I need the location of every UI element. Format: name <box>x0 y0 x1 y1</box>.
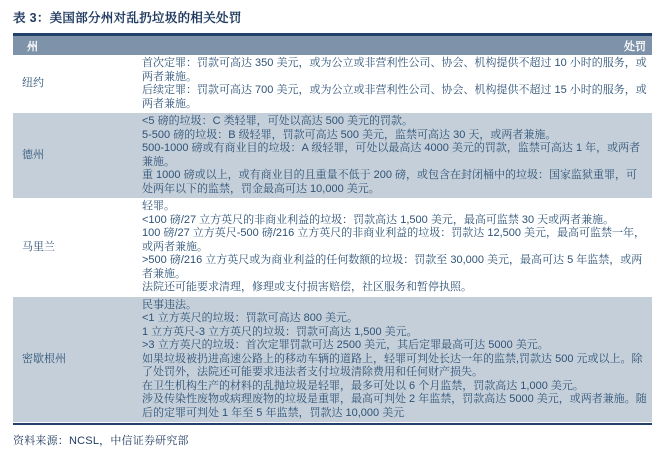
table-header <box>13 36 652 55</box>
penalty-line: <1 立方英尺的垃圾：罚款可高达 800 美元。 <box>142 312 359 324</box>
table-body <box>13 55 652 422</box>
column-header-state: 州 <box>13 36 142 55</box>
penalty-line: 后续定罪：罚款可高达 700 美元，或为公立或非营利性公司、协会、机构提供不超过 15 小时的服务，或两者兼施。 <box>142 84 647 110</box>
table-row <box>13 113 652 198</box>
penalty-line: <5 磅的垃圾：C 类轻罪，可处以高达 500 美元的罚款。 <box>142 115 414 127</box>
penalty-line: 涉及传染性废物或病理废物的垃圾是重罪，最高可判处 2 年监禁，罚款高达 5000 美元，或两者兼施。随后的定罪可判处 1 年至 5 年监禁，罚款达 10,000 美元 <box>142 393 647 419</box>
penalty-line: 民事违法。 <box>142 298 197 311</box>
penalty-line: >500 磅/216 立方英尺或为商业利益的任何数额的垃圾：罚款至 30,000 美元，最高可达 5 年监禁，或两者兼施。 <box>142 254 643 280</box>
penalty-table <box>13 36 652 422</box>
penalty-line: >3 立方英尺的垃圾：首次定罪罚款可达 2500 美元，其后定罪最高可达 5000 美元。 <box>142 339 549 351</box>
penalty-line: 5-500 磅的垃圾：B 级轻罪，罚款可高达 500 美元，监禁可高达 30 天，或两者兼施。 <box>142 128 557 141</box>
penalty-line: 100 磅/27 立方英尺-500 磅/216 立方英尺的非商业利益的垃圾：罚款达 12,500 美元，最高可监禁一年，或两者兼施。 <box>142 227 646 253</box>
penalty-cell <box>142 113 652 198</box>
table-row <box>13 55 652 113</box>
table-title: 表 3：美国部分州对乱扔垃圾的相关处罚 <box>13 11 242 25</box>
state-name: 德州 <box>13 113 142 198</box>
penalty-line: 重 1000 磅或以上，或有商业目的且重量不低于 200 磅，或包含在封闭桶中的垃圾：国家监狱重罪，可处两年以下的监禁，罚金最高可达 10,000 美元。 <box>142 169 638 195</box>
source-note: 资料来源：NCSL，中信证券研究部 <box>13 435 189 447</box>
penalty-line: 1 立方英尺-3 立方英尺的垃圾：罚款可高达 1,500 美元。 <box>142 325 418 338</box>
table-row <box>13 297 652 423</box>
penalty-line: 在卫生机构生产的材料的乱抛垃圾是轻罪，最多可处以 6 个月监禁，罚款高达 1,000 美元。 <box>142 379 584 392</box>
penalty-line: 如果垃圾被扔进高速公路上的移动车辆的道路上，轻罪可判处长达一年的监禁,罚款达 500 元或以上。除了处罚外，法院还可能要求违法者支付垃圾清除费用和任何财产损失。 <box>142 352 643 378</box>
state-name: 马里兰 <box>22 240 55 253</box>
penalty-cell <box>142 297 652 423</box>
penalty-line: <100 磅/27 立方英尺的非商业利益的垃圾：罚款高达 1,500 美元，最高可监禁 30 天或两者兼施。 <box>142 213 615 226</box>
state-name: 纽约 <box>22 77 44 90</box>
penalty-line: 首次定罪：罚款可高达 350 美元，或为公立或非营利性公司、协会、机构提供不超过 10 小时的服务，或两者兼施。 <box>142 57 647 83</box>
penalty-cell <box>142 55 652 113</box>
column-header-penalty: 处罚 <box>142 36 652 55</box>
table-row <box>13 198 652 297</box>
penalty-line: 法院还可能要求清理，修理或支付损害赔偿，社区服务和暂停执照。 <box>142 281 472 293</box>
penalty-line: 500-1000 磅或有商业目的垃圾：A 级轻罪，可处以最高达 4000 美元的罚款，监禁可高达 1 年，或两者兼施。 <box>142 142 641 168</box>
penalty-line: 轻罪。 <box>142 200 175 212</box>
state-name: 密歇根州 <box>13 297 142 423</box>
penalty-cell <box>142 198 652 297</box>
